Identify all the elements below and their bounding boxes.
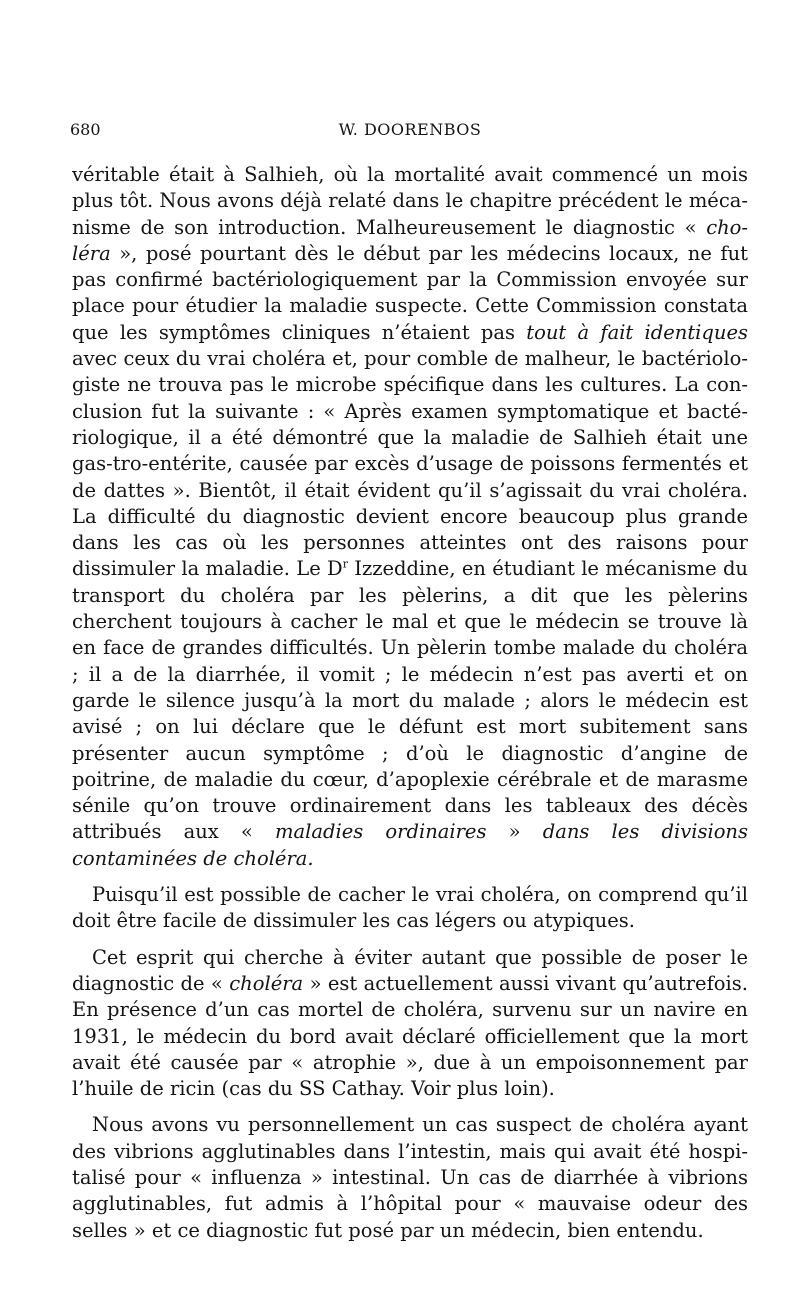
paragraph-1 xyxy=(72,162,748,872)
text-run: Izzeddine, en étudiant le mécanisme du transport du choléra par les pèlerins, a dit que les pèlerins cherchent toujours à cacher le mal et que le médecin se trouve là en face de grandes difficultés. Un pèlerin tombe malade du choléra ; il a de la diarrhée, il vomit ; le médecin n’est pas averti et on garde le silence jusqu’à la mort du malade ; alors le médecin est avisé ; on lui déclare que le défunt est mort subitement sans présenter aucun symptôme ; d’où le diagnostic d’angine de poitrine, de maladie du cœur, d’apoplexie cérébrale et de marasme sénile qu’on trouve ordinairement dans les tableaux des décès attribués aux « xyxy=(72,557,748,844)
italic-text-run: dans les divisions contaminées de choléra. xyxy=(72,820,748,870)
paragraph-4 xyxy=(72,1112,748,1243)
text-run: » xyxy=(486,820,543,844)
text-run: Puisqu’il est possible de cacher le vrai choléra, on comprend qu’il doit être facile de dissimuler les cas légers ou atypiques. xyxy=(72,883,748,933)
italic-text-run: cho-léra xyxy=(72,215,748,265)
italic-text-run: tout à fait identiques xyxy=(526,320,748,344)
text-run: » est actuellement aussi vivant qu’autrefois. En présence d’un cas mortel de choléra, survenu sur un navire en 1931, le médecin du bord avait déclaré officiellement que la mort avait été causée par « atrophie », due à un empoisonnement par l’huile de ricin (cas du SS Cathay. Voir plus loin). xyxy=(72,971,748,1101)
text-run: véritable était à Salhieh, où la mortalité avait commencé un mois plus tôt. Nous avons déjà relaté dans le chapitre précédent le méca-nisme de son introduction. Malheureusement le diagnostic « xyxy=(72,163,748,239)
paragraph-2 xyxy=(72,882,748,935)
text-run: Nous avons vu personnellement un cas suspect de choléra ayant des vibrions agglutinables dans l’intestin, mais qui avait été hospi-talisé pour « influenza » intestinal. Un cas de diarrhée à vibrions agglutinables, fut admis à l’hôpital pour « mauvaise odeur des selles » et ce diagnostic fut posé par un médecin, bien entendu. xyxy=(72,1113,748,1242)
italic-text-run: choléra xyxy=(229,971,304,995)
text-run: avec ceux du vrai choléra et, pour comble de malheur, le bactériolo-giste ne trouva pas le microbe spécifique dans les cultures. La con-clusion fut la suivante : « Après examen symptomatique et bacté-riologique, il a été démontré que la maladie de Salhieh était une gas-tro-entérite, causée par excès d’usage de poissons fermentés et de dattes ». Bientôt, il était évident qu’il s’agissait du vrai choléra. La difficulté du diagnostic devient encore beaucoup plus grande dans les cas où les personnes atteintes ont des raisons pour dissimuler la maladie. Le D xyxy=(72,347,748,581)
italic-text-run: maladies ordinaires xyxy=(275,820,487,844)
text-run: », posé pourtant dès le début par les médecins locaux, ne fut pas confirmé bactériologiquement par la Commission envoyée sur place pour étudier la maladie suspecte. Cette Commission constata que les symptômes cliniques n’étaient pas xyxy=(72,241,748,344)
superscript-text-run: r xyxy=(342,557,348,571)
text-run: Cet esprit qui cherche à éviter autant que possible de poser le diagnostic de « xyxy=(72,945,748,995)
running-head: W. DOORENBOS xyxy=(338,120,482,139)
page-header xyxy=(72,120,748,150)
document-page xyxy=(72,120,748,1254)
page-number: 680 xyxy=(70,120,101,139)
paragraph-3 xyxy=(72,945,748,1103)
